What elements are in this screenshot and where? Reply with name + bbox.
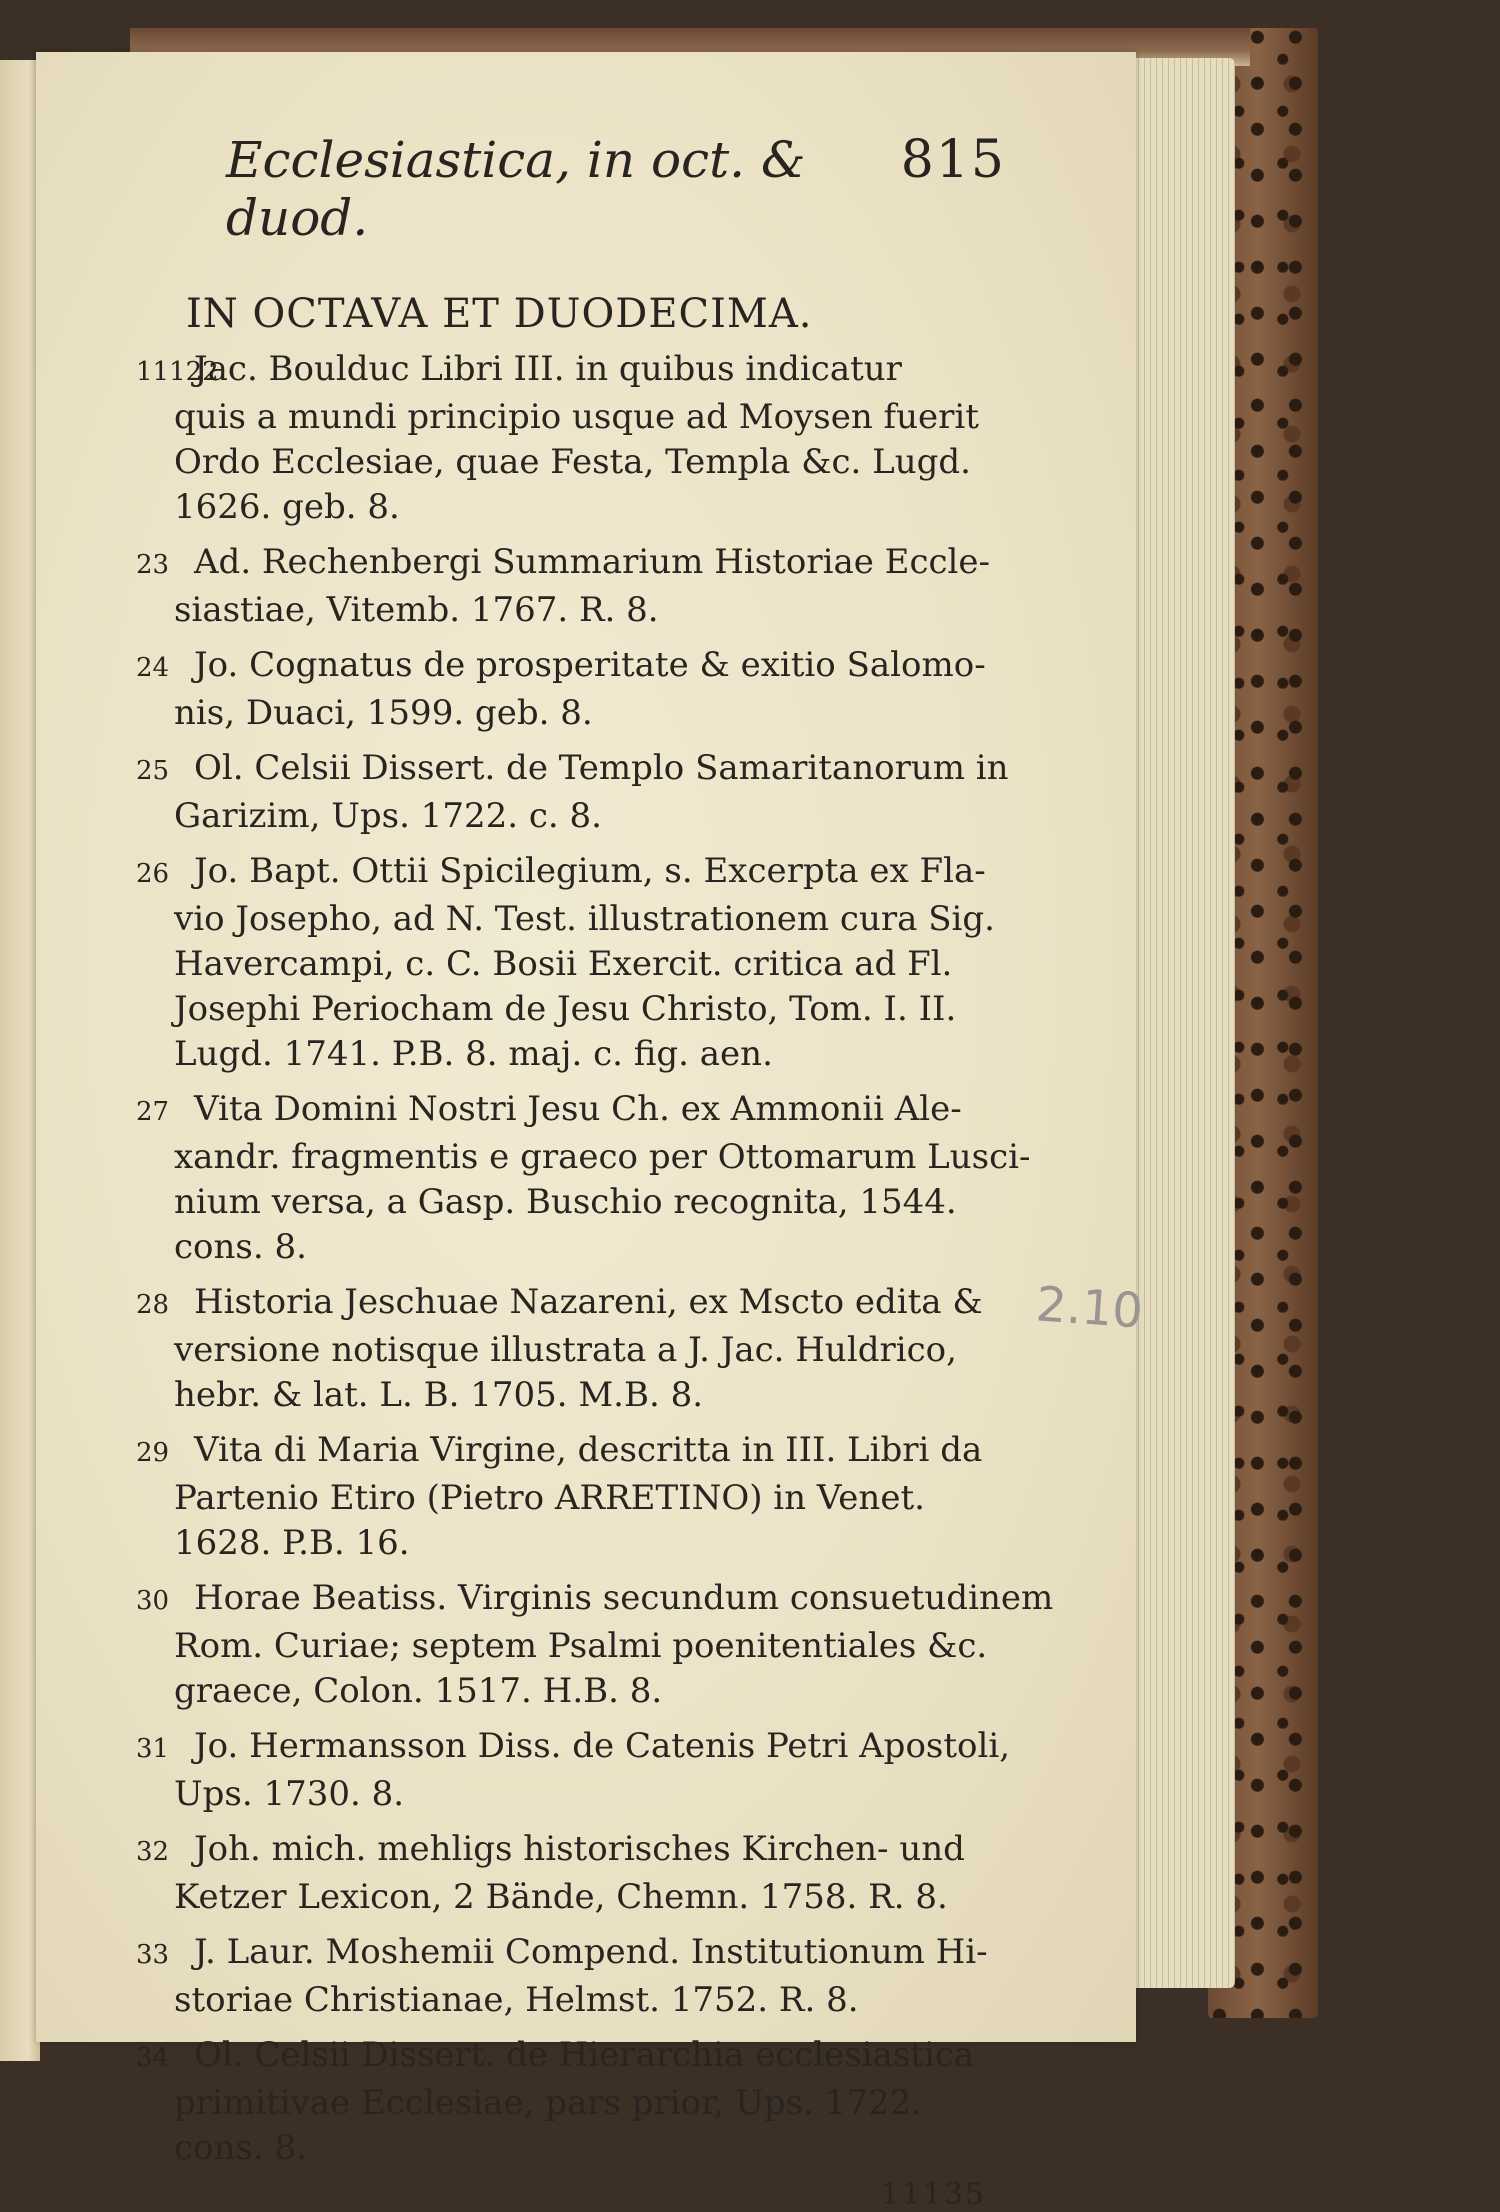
entry-line — [136, 1280, 1006, 1328]
entry-text: Ad. Rechenbergi Summarium Historiae Eccle- — [194, 542, 991, 582]
header-title: Ecclesiastica, in oct. & duod. — [226, 131, 806, 247]
entry-line — [136, 1225, 1006, 1270]
entry-line — [136, 849, 1006, 897]
entry-line — [136, 1624, 1006, 1669]
entry-text: siastiae, Vitemb. 1767. R. 8. — [174, 590, 659, 630]
list-item — [136, 746, 1009, 839]
entry-line — [136, 1978, 1006, 2023]
entry-text: Garizim, Ups. 1722. c. 8. — [174, 796, 602, 836]
entry-line — [136, 440, 1006, 485]
section-title: IN OCTAVA ET DUODECIMA. — [186, 291, 813, 337]
entry-line — [136, 1032, 1006, 1077]
list-item — [136, 643, 1006, 736]
entry-text: Ordo Ecclesiae, quae Festa, Templa &c. Lugd. — [174, 442, 971, 482]
entry-number: 23 — [136, 550, 170, 580]
entry-line — [136, 746, 1009, 794]
entry-text: Ol. Celsii Dissert. de Templo Samaritanorum in — [194, 748, 1009, 788]
entry-line — [136, 1180, 1006, 1225]
entry-text: Historia Jeschuae Nazareni, ex Mscto edita & — [194, 1282, 983, 1322]
entry-text: graece, Colon. 1517. H.B. 8. — [174, 1671, 663, 1711]
entry-number: 27 — [136, 1097, 170, 1127]
list-item — [136, 2033, 1006, 2171]
entry-line — [136, 1930, 1006, 1978]
entry-line — [136, 794, 1006, 839]
entry-text: 1628. P.B. 16. — [174, 1523, 410, 1563]
entry-line — [136, 1087, 1006, 1135]
list-item — [136, 849, 1006, 1077]
entry-number: 31 — [136, 1734, 170, 1764]
entry-number: 34 — [136, 2043, 170, 2073]
entry-line — [136, 1576, 1054, 1624]
entry-line — [136, 1476, 1006, 1521]
entry-line — [136, 485, 1006, 530]
entry-text: Jac. Boulduc Libri III. in quibus indicatur — [194, 349, 902, 389]
running-header — [136, 130, 1006, 247]
entry-text: cons. 8. — [174, 1227, 307, 1267]
entry-text: quis a mundi principio usque ad Moysen fuerit — [174, 397, 979, 437]
list-item — [136, 347, 1006, 530]
entry-text: Ups. 1730. 8. — [174, 1774, 405, 1814]
entry-text: nis, Duaci, 1599. geb. 8. — [174, 693, 593, 733]
entry-text: Vita Domini Nostri Jesu Ch. ex Ammonii Ale- — [194, 1089, 962, 1129]
entry-line — [136, 588, 1006, 633]
entry-line — [136, 540, 1006, 588]
entry-line — [136, 2081, 1006, 2126]
facing-page-edge — [0, 60, 40, 2061]
entry-text: hebr. & lat. L. B. 1705. M.B. 8. — [174, 1375, 704, 1415]
entry-text: primitivae Ecclesiae, pars prior, Ups. 1722. — [174, 2083, 923, 2123]
list-item — [136, 1428, 1006, 1566]
entry-text: Horae Beatiss. Virginis secundum consuetudinem — [194, 1578, 1054, 1618]
entry-text: versione notisque illustrata a J. Jac. Huldrico, — [174, 1330, 957, 1370]
entry-line — [136, 897, 1006, 942]
list-item — [136, 1087, 1031, 1270]
list-item — [136, 540, 1006, 633]
entry-line — [136, 2033, 1006, 2081]
catchword: 11135 — [880, 2177, 986, 2212]
entry-number: 11122 — [136, 357, 219, 387]
entry-text: 1626. geb. 8. — [174, 487, 400, 527]
entry-text: Lugd. 1741. P.B. 8. maj. c. fig. aen. — [174, 1034, 773, 1074]
entry-text: Jo. Cognatus de prosperitate & exitio Salomo- — [194, 645, 986, 685]
entry-line — [136, 2126, 1006, 2171]
entry-text: Partenio Etiro (Pietro ARRETINO) in Venet. — [174, 1478, 925, 1518]
entry-text: nium versa, a Gasp. Buschio recognita, 1544. — [174, 1182, 957, 1222]
entry-text: Vita di Maria Virgine, descritta in III. Libri da — [194, 1430, 983, 1470]
page-number: 815 — [900, 130, 1006, 190]
entry-line — [136, 987, 1006, 1032]
entry-text: Havercampi, c. C. Bosii Exercit. critica ad Fl. — [174, 944, 953, 984]
entry-text: Ketzer Lexicon, 2 Bände, Chemn. 1758. R. 8. — [174, 1877, 948, 1917]
entry-line — [136, 942, 1006, 987]
entry-line — [136, 1328, 1006, 1373]
handwritten-margin-note: 2.10 — [1034, 1276, 1145, 1340]
entry-number: 25 — [136, 756, 170, 786]
entry-line — [136, 1827, 1006, 1875]
entry-line — [136, 1772, 1006, 1817]
book-page — [36, 52, 1145, 2212]
entry-number: 30 — [136, 1586, 170, 1616]
entry-text: vio Josepho, ad N. Test. illustrationem cura Sig. — [174, 899, 995, 939]
entry-line — [136, 643, 1006, 691]
entry-text: Joh. mich. mehligs historisches Kirchen- und — [194, 1829, 965, 1869]
entry-number: 29 — [136, 1438, 170, 1468]
list-item — [136, 1576, 1054, 1714]
entry-line — [136, 1135, 1031, 1180]
entry-text: cons. 8. — [174, 2128, 307, 2168]
entry-number: 24 — [136, 653, 170, 683]
entry-text: xandr. fragmentis e graeco per Ottomarum Lusci- — [174, 1137, 1031, 1177]
entry-text: Jo. Bapt. Ottii Spicilegium, s. Excerpta ex Fla- — [194, 851, 986, 891]
entry-number: 28 — [136, 1290, 170, 1320]
entry-line — [136, 1724, 1011, 1772]
entry-text: Jo. Hermansson Diss. de Catenis Petri Apostoli, — [194, 1726, 1011, 1766]
list-item — [136, 1280, 1006, 1418]
entry-line — [136, 1373, 1006, 1418]
entry-number: 33 — [136, 1940, 170, 1970]
entry-line — [136, 347, 1006, 395]
entry-line — [136, 1428, 1006, 1476]
entry-text: Ol. Celsii Dissert. de Hierarchia ecclesiastica — [194, 2035, 975, 2075]
list-item — [136, 1827, 1006, 1920]
list-item — [136, 1930, 1006, 2023]
entry-number: 26 — [136, 859, 170, 889]
entry-number: 32 — [136, 1837, 170, 1867]
entry-text: Rom. Curiae; septem Psalmi poenitentiales &c. — [174, 1626, 988, 1666]
entry-text: J. Laur. Moshemii Compend. Institutionum Hi- — [194, 1932, 988, 1972]
page-text — [136, 130, 1054, 2212]
list-item — [136, 1724, 1011, 1817]
entry-line — [136, 1875, 1006, 1920]
entry-text: Josephi Periocham de Jesu Christo, Tom. I. II. — [174, 989, 957, 1029]
entry-text: storiae Christianae, Helmst. 1752. R. 8. — [174, 1980, 859, 2020]
entry-line — [136, 1669, 1006, 1714]
entry-list — [136, 347, 1054, 2171]
entry-line — [136, 395, 1006, 440]
entry-line — [136, 691, 1006, 736]
entry-line — [136, 1521, 1006, 1566]
